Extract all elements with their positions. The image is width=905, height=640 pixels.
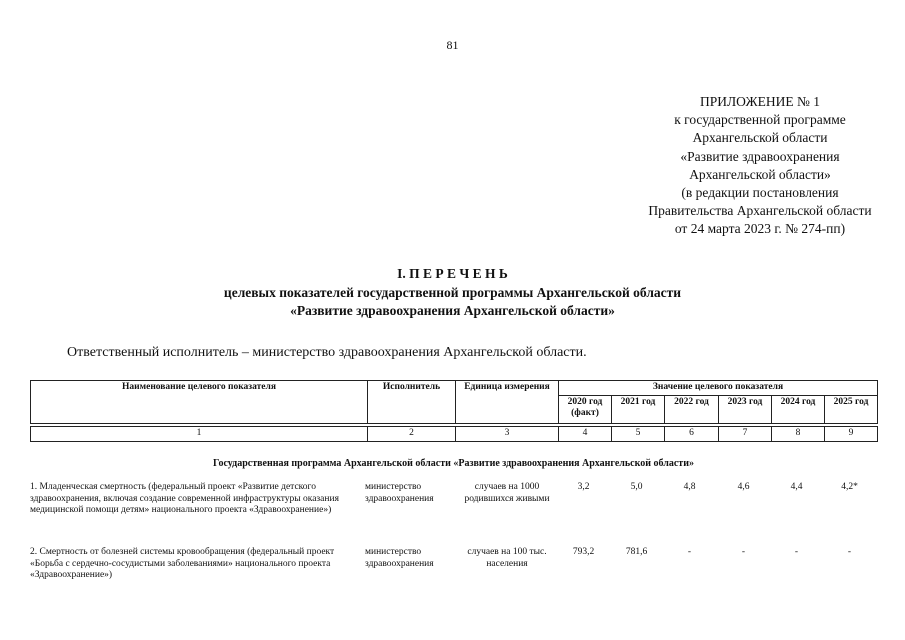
indicator-value: 793,2 [572,547,595,557]
document-title [0,265,905,321]
indicator-value: 781,6 [625,547,648,557]
appendix-line: «Развитие здравоохранения [680,148,840,164]
column-number: 4 [559,426,612,441]
indicator-name: 2. Смертность от болезней системы кровообращения (федеральный проект «Борьба с сердечно-сосудистыми заболеваниями» национального проекта «Здравоохранение») [30,547,335,581]
column-number: 7 [719,426,772,441]
indicator-unit: случаев на 100 тыс. населения [467,547,547,569]
header-unit: Единица измерения [456,381,559,424]
appendix-line: к государственной программе [674,112,846,128]
indicator-value: 3,2 [577,482,590,492]
header-name: Наименование целевого показателя [31,381,368,424]
indicator-value: - [741,547,746,557]
appendix-line: Архангельской области» [689,166,831,182]
title-line: I. П Е Р Е Ч Е Н Ь [397,266,508,281]
header-executor: Исполнитель [368,381,456,424]
header-year: 2021 год [612,395,665,423]
title-line: целевых показателей государственной программы Архангельской области [223,284,682,300]
indicator-value: 5,0 [630,482,643,492]
indicator-name: 1. Младенческая смертность (федеральный проект «Развитие детского здравоохранения, включая создание современной инфраструктуры оказания медицинской помощи детям» национального проекта «Здравоохранение») [30,482,339,516]
indicators-table-header [30,380,878,442]
appendix-line: Архангельской области [692,130,828,146]
column-number: 1 [31,426,368,441]
indicator-value: 4,2* [841,482,858,492]
appendix-line: (в редакции постановления [681,185,839,201]
column-number: 5 [612,426,665,441]
indicator-value: - [847,547,852,557]
indicator-value: - [687,547,692,557]
header-values-group: Значение целевого показателя [559,381,878,396]
column-number: 2 [368,426,456,441]
column-number: 8 [772,426,825,441]
appendix-line: Правительства Архангельской области [648,203,872,219]
header-year: 2025 год [825,395,878,423]
column-number: 9 [825,426,878,441]
title-line: «Развитие здравоохранения Архангельской области» [290,303,615,318]
program-heading: Государственная программа Архангельской области «Развитие здравоохранения Архангельской области» [213,458,694,469]
indicator-value: - [794,547,799,557]
indicator-value: 4,6 [737,482,750,492]
header-year: 2022 год [665,395,719,423]
indicator-unit: случаев на 1000 родившихся живыми [464,482,550,504]
column-number: 3 [456,426,559,441]
appendix-line: ПРИЛОЖЕНИЕ № 1 [699,94,821,109]
indicator-value: 4,4 [790,482,803,492]
column-number: 6 [665,426,719,441]
header-year: 2020 год (факт) [559,395,612,423]
indicator-executor: министерство здравоохранения [365,547,434,569]
responsible-executor-text: Ответственный исполнитель – министерство здравоохранения Архангельской области. [67,345,587,360]
indicator-executor: министерство здравоохранения [365,482,434,504]
indicator-value: 4,8 [683,482,696,492]
header-year: 2023 год [719,395,772,423]
appendix-block [560,93,905,239]
appendix-line: от 24 марта 2023 г. № 274-пп) [674,221,846,237]
page-number: 81 [446,38,459,52]
header-year: 2024 год [772,395,825,423]
